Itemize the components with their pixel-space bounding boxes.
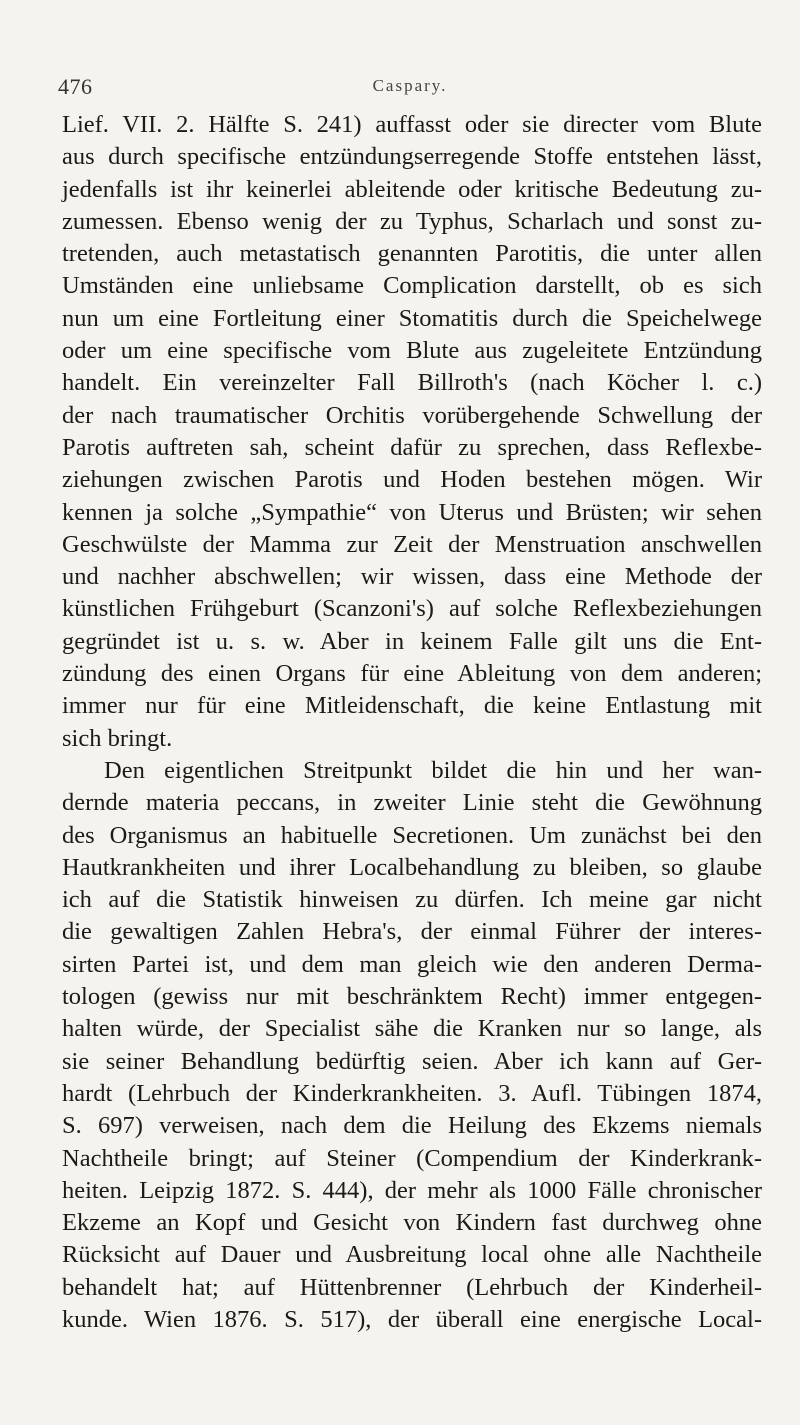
text-line: des Organismus an habituelle Secretionen. Um zunächst bei den bbox=[62, 821, 762, 849]
text-line: tologen (gewiss nur mit beschränktem Recht) immer entgegen- bbox=[62, 983, 762, 1011]
text-line: Den eigentlichen Streitpunkt bildet die hin und her wan- bbox=[104, 756, 762, 784]
text-line: dernde materia peccans, in zweiter Linie steht die Gewöhnung bbox=[62, 789, 762, 817]
text-line: halten würde, der Specialist sähe die Kranken nur so lange, als bbox=[62, 1015, 762, 1043]
text-line: tretenden, auch metastatisch genannten Parotitis, die unter allen bbox=[62, 240, 762, 268]
page-number: 476 bbox=[58, 74, 93, 99]
text-line: immer nur für eine Mitleidenschaft, die keine Entlastung mit bbox=[62, 692, 762, 720]
text-line: kennen ja solche „Sympathie“ von Uterus und Brüsten; wir sehen bbox=[62, 498, 762, 526]
text-line: nun um eine Fortleitung einer Stomatitis durch die Speichelwege bbox=[62, 304, 762, 332]
text-line: sie seiner Behandlung bedürftig seien. Aber ich kann auf Ger- bbox=[62, 1047, 762, 1075]
text-line: Umständen eine unliebsame Complication darstellt, ob es sich bbox=[62, 272, 762, 300]
text-line: zumessen. Ebenso wenig der zu Typhus, Scharlach und sonst zu- bbox=[62, 207, 762, 235]
text-line: die gewaltigen Zahlen Hebra's, der einmal Führer der interes- bbox=[62, 918, 762, 946]
text-line: Hautkrankheiten und ihrer Localbehandlung zu bleiben, so glaube bbox=[62, 853, 762, 881]
text-line: S. 697) verweisen, nach dem die Heilung des Ekzems niemals bbox=[62, 1112, 762, 1140]
running-title: Caspary. bbox=[372, 76, 448, 95]
text-line: Parotis auftreten sah, scheint dafür zu sprechen, dass Reflexbe- bbox=[62, 433, 762, 461]
text-line: hardt (Lehrbuch der Kinderkrankheiten. 3. Aufl. Tübingen 1874, bbox=[62, 1079, 762, 1107]
text-line: oder um eine specifische vom Blute aus zugeleitete Entzündung bbox=[62, 337, 762, 365]
text-line: jedenfalls ist ihr keinerlei ableitende oder kritische Bedeutung zu- bbox=[62, 175, 762, 203]
body-text bbox=[62, 109, 762, 1336]
text-line: der nach traumatischer Orchitis vorübergehende Schwellung der bbox=[62, 401, 762, 429]
text-line: handelt. Ein vereinzelter Fall Billroth's (nach Köcher l. c.) bbox=[62, 369, 762, 397]
text-line: künstlichen Frühgeburt (Scanzoni's) auf solche Reflexbeziehungen bbox=[62, 595, 762, 623]
text-line: Geschwülste der Mamma zur Zeit der Menstruation anschwellen bbox=[62, 530, 762, 558]
text-line: zündung des einen Organs für eine Ableitung von dem anderen; bbox=[62, 660, 762, 688]
text-line: gegründet ist u. s. w. Aber in keinem Falle gilt uns die Ent- bbox=[62, 627, 762, 655]
running-head bbox=[58, 74, 762, 108]
text-line: ich auf die Statistik hinweisen zu dürfen. Ich meine gar nicht bbox=[62, 886, 762, 914]
text-line: und nachher abschwellen; wir wissen, dass eine Methode der bbox=[62, 563, 762, 591]
text-line: Nachtheile bringt; auf Steiner (Compendium der Kinderkrank- bbox=[62, 1144, 762, 1172]
text-line: heiten. Leipzig 1872. S. 444), der mehr als 1000 Fälle chronischer bbox=[62, 1176, 762, 1204]
text-line: behandelt hat; auf Hüttenbrenner (Lehrbuch der Kinderheil- bbox=[62, 1273, 762, 1301]
text-line: kunde. Wien 1876. S. 517), der überall eine energische Local- bbox=[62, 1305, 762, 1333]
text-line: Lief. VII. 2. Hälfte S. 241) auffasst oder sie directer vom Blute bbox=[62, 111, 762, 138]
text-line: ziehungen zwischen Parotis und Hoden bestehen mögen. Wir bbox=[62, 466, 762, 494]
text-line: Rücksicht auf Dauer und Ausbreitung local ohne alle Nachtheile bbox=[62, 1241, 762, 1269]
text-line: aus durch specifische entzündungserregende Stoffe entstehen lässt, bbox=[62, 143, 762, 171]
text-line: sirten Partei ist, und dem man gleich wie den anderen Derma- bbox=[62, 950, 762, 978]
text-line: sich bringt. bbox=[62, 724, 173, 752]
text-line: Ekzeme an Kopf und Gesicht von Kindern fast durchweg ohne bbox=[62, 1209, 762, 1237]
